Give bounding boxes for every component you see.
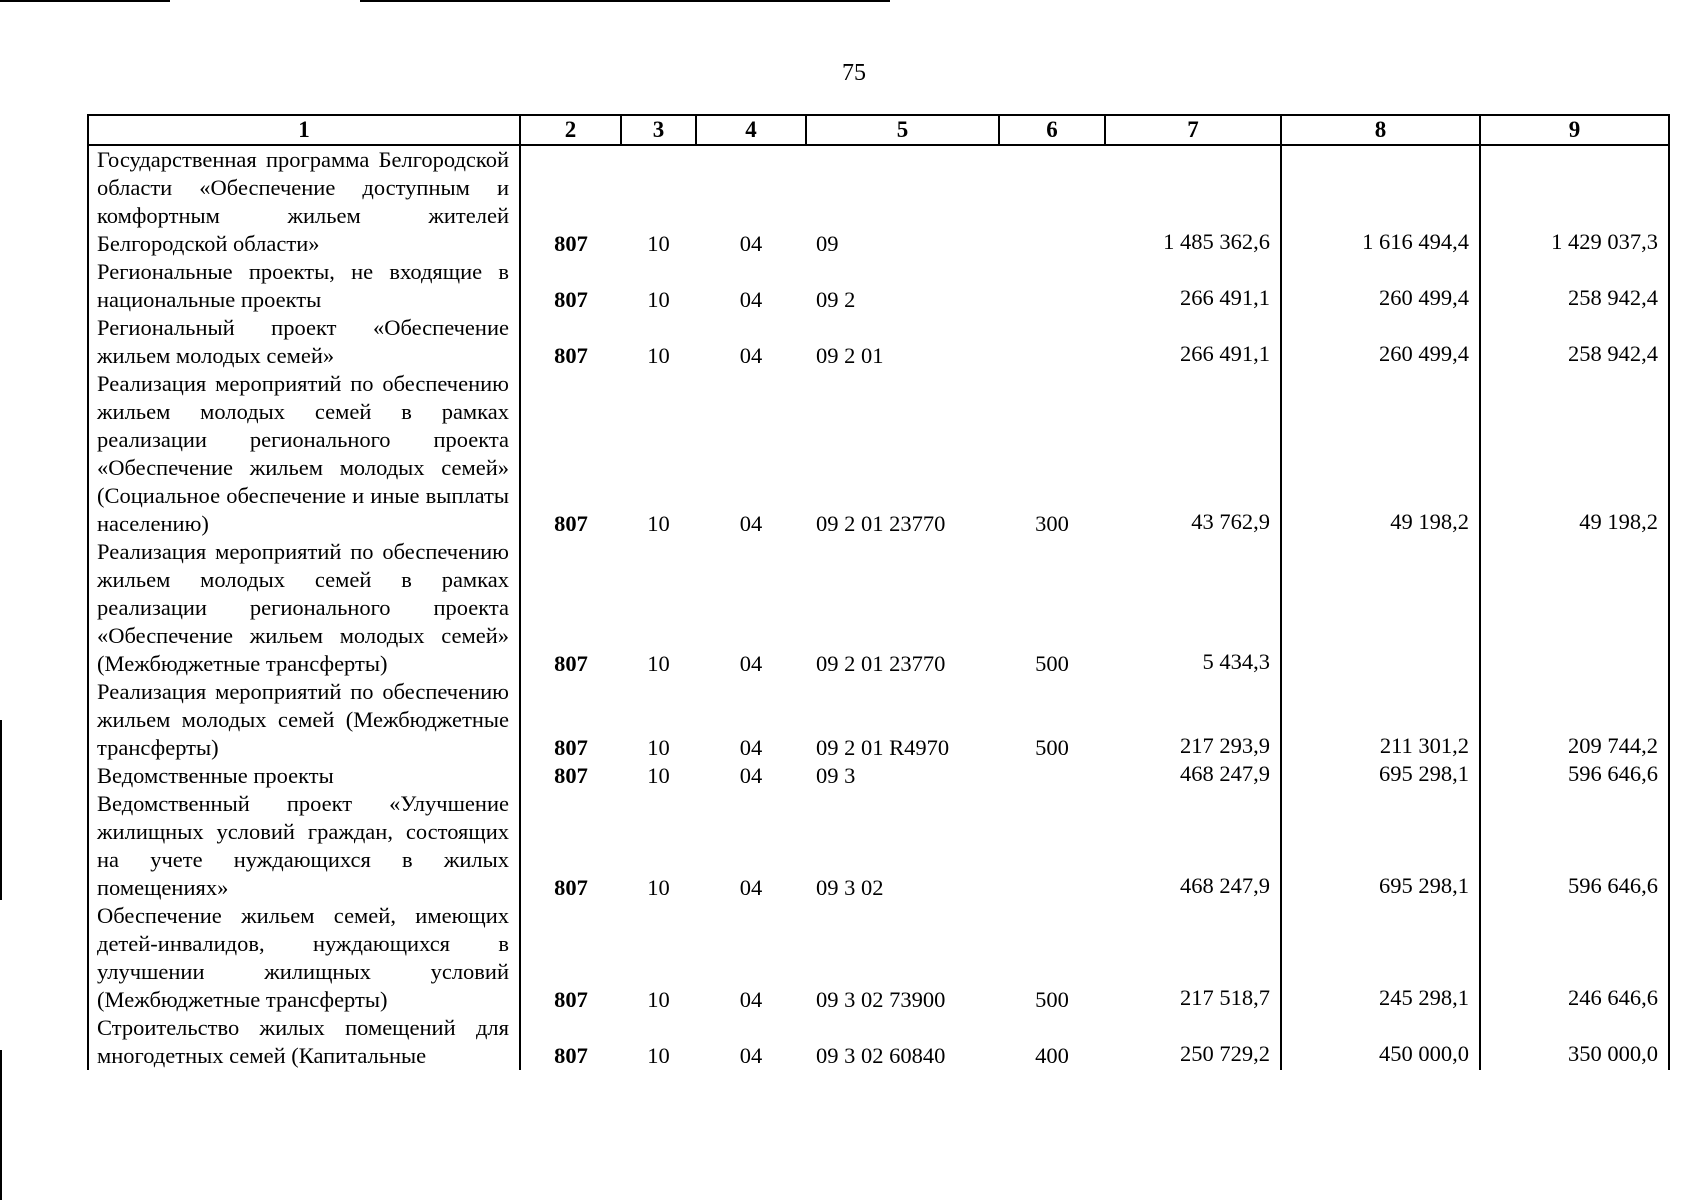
amount-col7: 5 434,3	[1202, 649, 1270, 674]
row-name: Региональный проект «Обеспечение жильем молодых семей»	[88, 314, 520, 370]
cell-amount-col7	[1105, 790, 1281, 902]
cell-expense-type	[999, 762, 1105, 790]
amount-col8: 1 616 494,4	[1362, 229, 1469, 254]
row-name: Реализация мероприятий по обеспечению жильем молодых семей в рамках реализации регионального проекта «Обеспечение жильем молодых семей» (Межбюджетные трансферты)	[88, 538, 520, 678]
cell-ministry-code: 807	[520, 762, 621, 790]
header-col-2: 2	[520, 115, 621, 145]
cell-target-article: 09 2 01 23770	[816, 511, 946, 536]
cell-amount-col8	[1281, 762, 1480, 790]
cell-section: 10	[647, 875, 670, 900]
amount-col8: 695 298,1	[1379, 761, 1469, 786]
cell-section: 10	[647, 231, 670, 256]
cell-section: 10	[647, 1043, 670, 1068]
table-row	[88, 370, 1669, 538]
amount-col7: 43 762,9	[1191, 509, 1270, 534]
cell-ministry-code: 807	[520, 678, 621, 762]
cell-ministry-code: 807	[520, 370, 621, 538]
row-name: Реализация мероприятий по обеспечению жильем молодых семей в рамках реализации регионального проекта «Обеспечение жильем молодых семей» (Социальное обеспечение и иные выплаты населению)	[88, 370, 520, 538]
amount-col8: 211 301,2	[1379, 733, 1469, 758]
cell-amount-col9	[1480, 145, 1669, 258]
cell-amount-col7	[1105, 314, 1281, 370]
amount-col7: 217 518,7	[1180, 985, 1270, 1010]
header-col-5: 5	[806, 115, 999, 145]
cell-subsection: 04	[739, 287, 763, 312]
amount-col9: 596 646,6	[1568, 761, 1658, 786]
cell-ministry-code: 807	[520, 790, 621, 902]
table-row	[88, 538, 1669, 678]
amount-col8: 450 000,0	[1379, 1041, 1469, 1066]
cell-ministry-code: 807	[520, 145, 621, 258]
cell-section: 10	[647, 511, 670, 536]
cell-amount-col9	[1480, 538, 1669, 678]
amount-col7: 217 293,9	[1180, 733, 1270, 758]
amount-col7: 468 247,9	[1180, 873, 1270, 898]
cell-target-article: 09 2 01	[816, 343, 884, 368]
cell-subsection: 04	[739, 651, 763, 676]
cell-amount-col9	[1480, 762, 1669, 790]
cell-expense-type: 500	[1035, 735, 1069, 760]
amount-col9: 258 942,4	[1568, 341, 1658, 366]
cell-section: 10	[647, 651, 670, 676]
cell-expense-type	[999, 790, 1105, 902]
cell-amount-col9	[1480, 790, 1669, 902]
cell-subsection: 04	[739, 763, 763, 788]
amount-col7: 266 491,1	[1180, 341, 1270, 366]
row-name: Обеспечение жильем семей, имеющих детей-инвалидов, нуждающихся в улучшении жилищных условий (Межбюджетные трансферты)	[88, 902, 520, 1014]
cell-amount-col9	[1480, 902, 1669, 1014]
page-number: 75	[842, 60, 866, 86]
cell-expense-type	[999, 314, 1105, 370]
cell-subsection: 04	[739, 735, 763, 760]
amount-col7: 468 247,9	[1180, 761, 1270, 786]
amount-col9: 258 942,4	[1568, 285, 1658, 310]
cell-ministry-code: 807	[520, 538, 621, 678]
cell-target-article: 09 2 01 23770	[816, 651, 946, 676]
table-row	[88, 678, 1669, 762]
cell-section: 10	[647, 343, 670, 368]
cell-target-article: 09 3 02 60840	[816, 1043, 946, 1068]
cell-amount-col9	[1480, 1014, 1669, 1070]
cell-amount-col7	[1105, 258, 1281, 314]
cell-amount-col7	[1105, 1014, 1281, 1070]
header-col-6: 6	[999, 115, 1105, 145]
cell-subsection: 04	[739, 875, 763, 900]
amount-col8: 695 298,1	[1379, 873, 1469, 898]
cell-expense-type: 500	[1035, 987, 1069, 1012]
table-row	[88, 314, 1669, 370]
amount-col8: 49 198,2	[1390, 509, 1469, 534]
cell-amount-col7	[1105, 678, 1281, 762]
budget-table	[87, 114, 1670, 1070]
cell-target-article: 09	[816, 231, 839, 256]
cell-amount-col9	[1480, 678, 1669, 762]
row-name: Государственная программа Белгородской области «Обеспечение доступным и комфортным жильем жителей Белгородской области»	[88, 145, 520, 258]
row-name: Реализация мероприятий по обеспечению жильем молодых семей (Межбюджетные трансферты)	[88, 678, 520, 762]
table-row	[88, 258, 1669, 314]
header-col-8: 8	[1281, 115, 1480, 145]
cell-amount-col7	[1105, 762, 1281, 790]
cell-amount-col9	[1480, 370, 1669, 538]
table-row	[88, 145, 1669, 258]
cell-ministry-code: 807	[520, 902, 621, 1014]
row-name: Строительство жилых помещений для многодетных семей (Капитальные	[88, 1014, 520, 1070]
table-row	[88, 902, 1669, 1014]
cell-subsection: 04	[739, 987, 763, 1012]
cell-expense-type	[999, 145, 1105, 258]
cell-amount-col8	[1281, 314, 1480, 370]
cell-amount-col9	[1480, 314, 1669, 370]
cell-amount-col8	[1281, 1014, 1480, 1070]
table-row	[88, 762, 1669, 790]
header-col-4: 4	[696, 115, 806, 145]
cell-amount-col7	[1105, 370, 1281, 538]
cell-subsection: 04	[739, 511, 763, 536]
cell-subsection: 04	[739, 1043, 763, 1068]
table-header-row	[88, 115, 1669, 145]
cell-amount-col8	[1281, 258, 1480, 314]
scan-edge-mark-lower	[0, 1050, 2, 1200]
scan-edge-line-left	[0, 0, 170, 2]
cell-amount-col8	[1281, 790, 1480, 902]
header-col-9: 9	[1480, 115, 1669, 145]
cell-section: 10	[647, 763, 670, 788]
cell-amount-col8	[1281, 678, 1480, 762]
amount-col9: 350 000,0	[1568, 1041, 1658, 1066]
cell-amount-col8	[1281, 145, 1480, 258]
cell-target-article: 09 2 01 R4970	[816, 735, 950, 760]
cell-section: 10	[647, 287, 670, 312]
cell-amount-col8	[1281, 370, 1480, 538]
amount-col9: 246 646,6	[1568, 985, 1658, 1010]
cell-amount-col7	[1105, 538, 1281, 678]
cell-expense-type: 500	[1035, 651, 1069, 676]
cell-amount-col8	[1281, 902, 1480, 1014]
header-col-1: 1	[88, 115, 520, 145]
amount-col9: 596 646,6	[1568, 873, 1658, 898]
amount-col7: 1 485 362,6	[1163, 229, 1270, 254]
amount-col9: 209 744,2	[1568, 733, 1658, 758]
amount-col9: 1 429 037,3	[1551, 229, 1658, 254]
row-name: Региональные проекты, не входящие в национальные проекты	[88, 258, 520, 314]
cell-ministry-code: 807	[520, 258, 621, 314]
cell-target-article: 09 3 02 73900	[816, 987, 946, 1012]
cell-subsection: 04	[739, 343, 763, 368]
cell-ministry-code: 807	[520, 314, 621, 370]
cell-section: 10	[647, 735, 670, 760]
cell-amount-col9	[1480, 258, 1669, 314]
table-row	[88, 1014, 1669, 1070]
amount-col7: 250 729,2	[1180, 1041, 1270, 1066]
row-name: Ведомственные проекты	[88, 762, 520, 790]
cell-target-article: 09 2	[816, 287, 856, 312]
amount-col8: 260 499,4	[1379, 341, 1469, 366]
cell-amount-col8	[1281, 538, 1480, 678]
header-col-7: 7	[1105, 115, 1281, 145]
cell-target-article: 09 3	[816, 763, 856, 788]
amount-col7: 266 491,1	[1180, 285, 1270, 310]
amount-col9: 49 198,2	[1579, 509, 1658, 534]
cell-amount-col7	[1105, 145, 1281, 258]
row-name: Ведомственный проект «Улучшение жилищных условий граждан, состоящих на учете нуждающихся в жилых помещениях»	[88, 790, 520, 902]
scan-edge-mark-upper	[0, 720, 2, 900]
amount-col8: 260 499,4	[1379, 285, 1469, 310]
table-row	[88, 790, 1669, 902]
cell-section: 10	[647, 987, 670, 1012]
cell-target-article: 09 3 02	[816, 875, 884, 900]
cell-amount-col7	[1105, 902, 1281, 1014]
cell-subsection: 04	[739, 231, 763, 256]
cell-ministry-code: 807	[520, 1014, 621, 1070]
cell-expense-type	[999, 258, 1105, 314]
cell-expense-type: 400	[1035, 1043, 1069, 1068]
cell-expense-type: 300	[1035, 511, 1069, 536]
scan-edge-line-center	[360, 0, 890, 2]
header-col-3: 3	[621, 115, 696, 145]
amount-col8: 245 298,1	[1379, 985, 1469, 1010]
